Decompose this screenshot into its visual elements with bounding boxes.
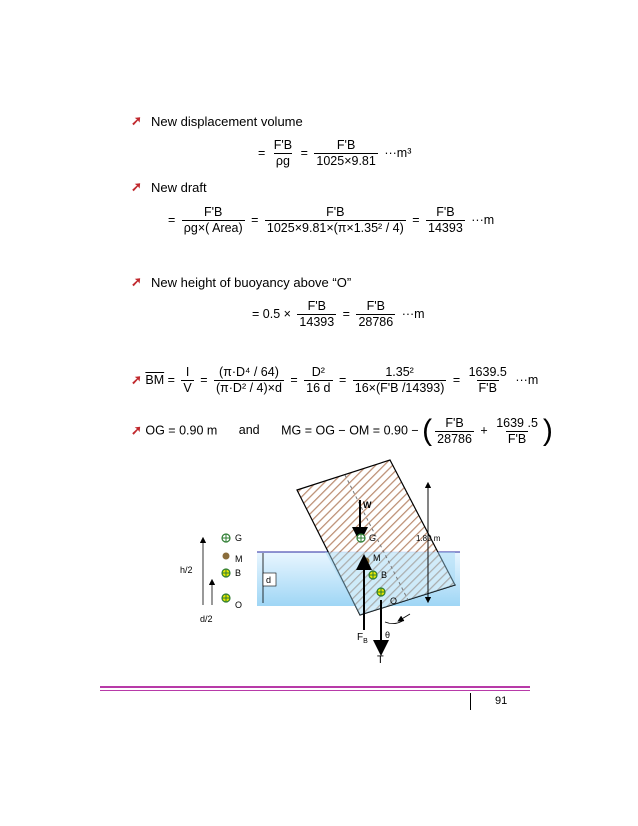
svg-text:d/2: d/2 bbox=[200, 614, 213, 624]
equation-displacement: = $\frac{F'B}{\rho g}$ = $\frac{F'B}{1025\times 9.81}$ ···m³ bbox=[258, 138, 412, 168]
svg-text:O: O bbox=[235, 600, 243, 610]
svg-text:M: M bbox=[235, 554, 243, 564]
bullet-text: New displacement volume bbox=[151, 113, 303, 129]
label-theta: θ bbox=[385, 630, 391, 640]
label-g: G bbox=[369, 533, 377, 543]
svg-text:B: B bbox=[235, 568, 242, 578]
red-arrow-icon: ➚ bbox=[131, 274, 142, 289]
label-w: W bbox=[363, 500, 372, 510]
equation-height-buoyancy: = 0.5 × $\frac{F'B}{14393}$ = $\frac{F'B}{28786}$ ···m bbox=[252, 299, 425, 329]
label-b: B bbox=[381, 570, 388, 580]
red-arrow-icon: ➚ bbox=[131, 422, 142, 438]
footer-divider-thin bbox=[100, 690, 530, 691]
label-m: M bbox=[373, 553, 381, 563]
page-number-bar bbox=[470, 693, 471, 710]
svg-text:G: G bbox=[235, 533, 243, 543]
bullet-text: New draft bbox=[151, 179, 207, 195]
equation-draft: = $\frac{F'B}{\text{ρg×( Area)}}$ = $\frac{F'B}{\text{1025×9.81×(π×1.35² / 4)}}$ = $\frac{F'B}{14393}$ ···m bbox=[168, 205, 495, 235]
red-arrow-icon: ➚ bbox=[131, 371, 142, 387]
bullet-text: New height of buoyancy above “O” bbox=[151, 274, 352, 290]
label-o: O bbox=[390, 596, 398, 606]
label-fb: $F_B$ bbox=[357, 632, 368, 645]
equation-bm: ➚ $\overline{BM}$ = $\frac{I}{V}$ = $\frac{\text{(π·D⁴ / 64)}}{\text{(π·D² / 4)×d}}$ = $\frac{\text{D²}}{16 d}$ = $\frac{\text{1.35²}}{16\times(F'B /14393)}$ = $\frac{1639.5}{F'B}$ ···m bbox=[131, 365, 539, 395]
theta-arc bbox=[385, 620, 404, 624]
label-d: d bbox=[266, 575, 272, 585]
footer-divider bbox=[100, 686, 530, 688]
label-height: 1.80 m bbox=[416, 534, 441, 543]
legend bbox=[180, 533, 243, 624]
red-arrow-icon: ➚ bbox=[131, 179, 142, 194]
equation-mg: ➚ OG = 0.90 m and MG = OG − OM = 0.90 − ( $\frac{F'B}{28786}$ + $\frac{1639 .5}{F'B}$ ) bbox=[131, 414, 553, 447]
label-t: T bbox=[377, 654, 384, 666]
svg-text:h/2: h/2 bbox=[180, 565, 193, 575]
red-arrow-icon: ➚ bbox=[131, 113, 142, 128]
page-number: 91 bbox=[495, 695, 508, 707]
